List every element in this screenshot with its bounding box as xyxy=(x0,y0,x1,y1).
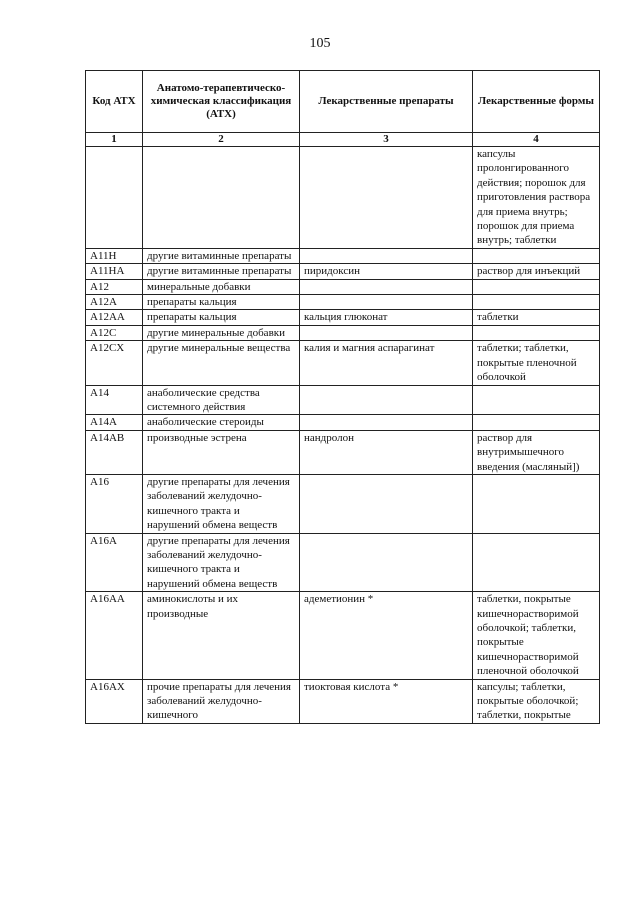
column-number-row xyxy=(86,133,600,147)
classification-cell: другие препараты для лечения заболеваний желудочно-кишечного тракта и нарушений обмена веществ xyxy=(143,474,300,533)
table-row xyxy=(86,533,600,592)
classification-cell: другие минеральные вещества xyxy=(143,341,300,385)
dosage-forms-cell: таблетки, покрытые кишечнорастворимой оболочкой; таблетки, покрытые кишечнорастворимой пленочной оболочкой xyxy=(473,592,600,679)
atc-code-cell: A12A xyxy=(86,295,143,310)
drug-cell xyxy=(300,385,473,415)
dosage-forms-cell: таблетки xyxy=(473,310,600,325)
drug-cell: пиридоксин xyxy=(300,264,473,279)
table-header-row xyxy=(86,71,600,133)
classification-cell: прочие препараты для лечения заболеваний желудочно-кишечного xyxy=(143,679,300,723)
drug-cell xyxy=(300,279,473,294)
dosage-forms-cell: раствор для внутримышечного введения (масляный]) xyxy=(473,430,600,474)
table-row xyxy=(86,295,600,310)
classification-cell: препараты кальция xyxy=(143,295,300,310)
dosage-forms-cell xyxy=(473,474,600,533)
table-row xyxy=(86,325,600,340)
dosage-forms-cell xyxy=(473,279,600,294)
table-row xyxy=(86,248,600,263)
classification-cell: другие минеральные добавки xyxy=(143,325,300,340)
table-row xyxy=(86,264,600,279)
classification-cell: производные эстрена xyxy=(143,430,300,474)
dosage-forms-cell: раствор для инъекций xyxy=(473,264,600,279)
atc-code-cell: A16AA xyxy=(86,592,143,679)
drug-cell xyxy=(300,248,473,263)
atc-code-cell: A16 xyxy=(86,474,143,533)
classification-cell: аминокислоты и их производные xyxy=(143,592,300,679)
classification-cell: другие витаминные препараты xyxy=(143,248,300,263)
atc-code-cell: A14 xyxy=(86,385,143,415)
dosage-forms-cell xyxy=(473,533,600,592)
atc-code-cell: A12AA xyxy=(86,310,143,325)
drug-cell xyxy=(300,415,473,430)
table-row xyxy=(86,147,600,249)
dosage-forms-cell: таблетки; таблетки, покрытые пленочной оболочкой xyxy=(473,341,600,385)
dosage-forms-cell: капсулы; таблетки, покрытые оболочкой; таблетки, покрытые xyxy=(473,679,600,723)
drug-cell xyxy=(300,295,473,310)
table-row xyxy=(86,679,600,723)
classification-cell: анаболические средства системного действия xyxy=(143,385,300,415)
dosage-forms-cell xyxy=(473,415,600,430)
atc-code-cell: A11H xyxy=(86,248,143,263)
atc-drug-table xyxy=(85,70,600,724)
atc-code-cell xyxy=(86,147,143,249)
dosage-forms-cell xyxy=(473,248,600,263)
dosage-forms-cell xyxy=(473,325,600,340)
column-number: 3 xyxy=(300,133,473,147)
classification-cell: другие витаминные препараты xyxy=(143,264,300,279)
classification-cell: анаболические стероиды xyxy=(143,415,300,430)
atc-code-cell: A11HA xyxy=(86,264,143,279)
table-row xyxy=(86,430,600,474)
classification-cell: другие препараты для лечения заболеваний желудочно-кишечного тракта и нарушений обмена веществ xyxy=(143,533,300,592)
atc-code-cell: A12CX xyxy=(86,341,143,385)
drug-cell: нандролон xyxy=(300,430,473,474)
table-row xyxy=(86,592,600,679)
classification-cell: препараты кальция xyxy=(143,310,300,325)
header-dosage-forms: Лекарственные формы xyxy=(473,71,600,133)
column-number: 1 xyxy=(86,133,143,147)
column-number: 2 xyxy=(143,133,300,147)
dosage-forms-cell xyxy=(473,295,600,310)
table-row xyxy=(86,310,600,325)
drug-cell xyxy=(300,533,473,592)
dosage-forms-cell xyxy=(473,385,600,415)
table-row xyxy=(86,474,600,533)
header-atc-code: Код АТХ xyxy=(86,71,143,133)
atc-code-cell: A12 xyxy=(86,279,143,294)
atc-code-cell: A14AB xyxy=(86,430,143,474)
column-number: 4 xyxy=(473,133,600,147)
drug-cell: кальция глюконат xyxy=(300,310,473,325)
drug-cell xyxy=(300,325,473,340)
drug-cell: калия и магния аспарагинат xyxy=(300,341,473,385)
table-row xyxy=(86,385,600,415)
atc-code-cell: A16AX xyxy=(86,679,143,723)
header-drugs: Лекарственные препараты xyxy=(300,71,473,133)
atc-code-cell: A14A xyxy=(86,415,143,430)
table-row xyxy=(86,279,600,294)
dosage-forms-cell: капсулы пролонгированного действия; порошок для приготовления раствора для приема внутрь; порошок для приема внутрь; таблетки xyxy=(473,147,600,249)
table-row xyxy=(86,415,600,430)
drug-cell xyxy=(300,474,473,533)
classification-cell xyxy=(143,147,300,249)
classification-cell: минеральные добавки xyxy=(143,279,300,294)
atc-code-cell: A12C xyxy=(86,325,143,340)
atc-code-cell: A16A xyxy=(86,533,143,592)
page-number: 105 xyxy=(309,36,331,51)
header-atc-classification: Анатомо-терапевтическо-химическая классификация (АТХ) xyxy=(143,71,300,133)
table-row xyxy=(86,341,600,385)
drug-cell: адеметионин * xyxy=(300,592,473,679)
drug-cell xyxy=(300,147,473,249)
drug-cell: тиоктовая кислота * xyxy=(300,679,473,723)
